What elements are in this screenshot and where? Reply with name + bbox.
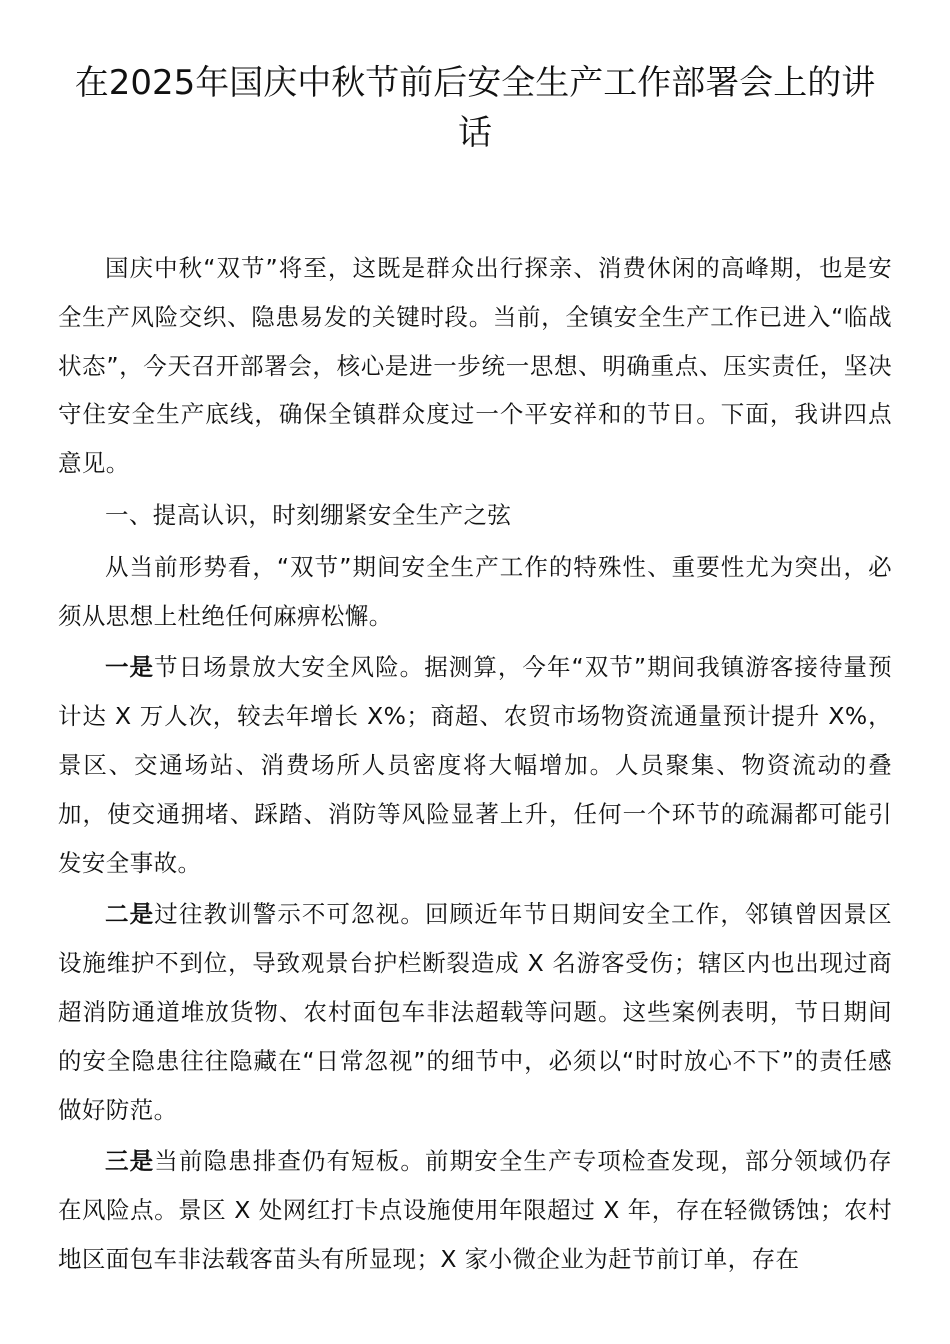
document-title: 在2025年国庆中秋节前后安全生产工作部署会上的讲话 xyxy=(74,63,876,153)
section-lead-paragraph: 从当前形势看，“双节”期间安全生产工作的特殊性、重要性尤为突出，必须从思想上杜绝任何麻痹松懈。 xyxy=(58,552,892,630)
point-lead-2: 二是 xyxy=(105,900,155,929)
point-paragraph-3 xyxy=(58,1137,892,1283)
point-text-3: 当前隐患排查仍有短板。前期安全生产专项检查发现，部分领域仍存在风险点。景区 X 处网红打卡点设施使用年限超过 X 年，存在轻微锈蚀；农村地区面包车非法载客苗头有所显现；X 家小微企业为赶节前订单，存在 xyxy=(58,1147,892,1273)
point-text-1: 节日场景放大安全风险。据测算，今年“双节”期间我镇游客接待量预计达 X 万人次，较去年增长 X%；商超、农贸市场物资流通量预计提升 X%，景区、交通场站、消费场所人员密度将大幅增加。人员聚集、物资流动的叠加，使交通拥堵、踩踏、消防等风险显著上升，任何一个环节的疏漏都可能引发安全事故。 xyxy=(58,653,892,877)
point-paragraph-2 xyxy=(58,890,892,1134)
point-paragraph-1 xyxy=(58,643,892,887)
point-lead-3: 三是 xyxy=(105,1147,155,1176)
intro-paragraph: 国庆中秋“双节”将至，这既是群众出行探亲、消费休闲的高峰期，也是安全生产风险交织、隐患易发的关键时段。当前，全镇安全生产工作已进入“临战状态”，今天召开部署会，核心是进一步统一思想、明确重点、压实责任，坚决守住安全生产底线，确保全镇群众度过一个平安祥和的节日。下面，我讲四点意见。 xyxy=(58,254,892,478)
point-text-2: 过往教训警示不可忽视。回顾近年节日期间安全工作，邻镇曾因景区设施维护不到位，导致观景台护栏断裂造成 X 名游客受伤；辖区内也出现过商超消防通道堆放货物、农村面包车非法超载等问题。这些案例表明，节日期间的安全隐患往往隐藏在“日常忽视”的细节中，必须以“时时放心不下”的责任感做好防范。 xyxy=(58,900,892,1124)
section-heading-1: 一、提高认识，时刻绷紧安全生产之弦 xyxy=(105,500,512,529)
document-body xyxy=(58,244,892,1284)
point-lead-1: 一是 xyxy=(105,653,155,682)
